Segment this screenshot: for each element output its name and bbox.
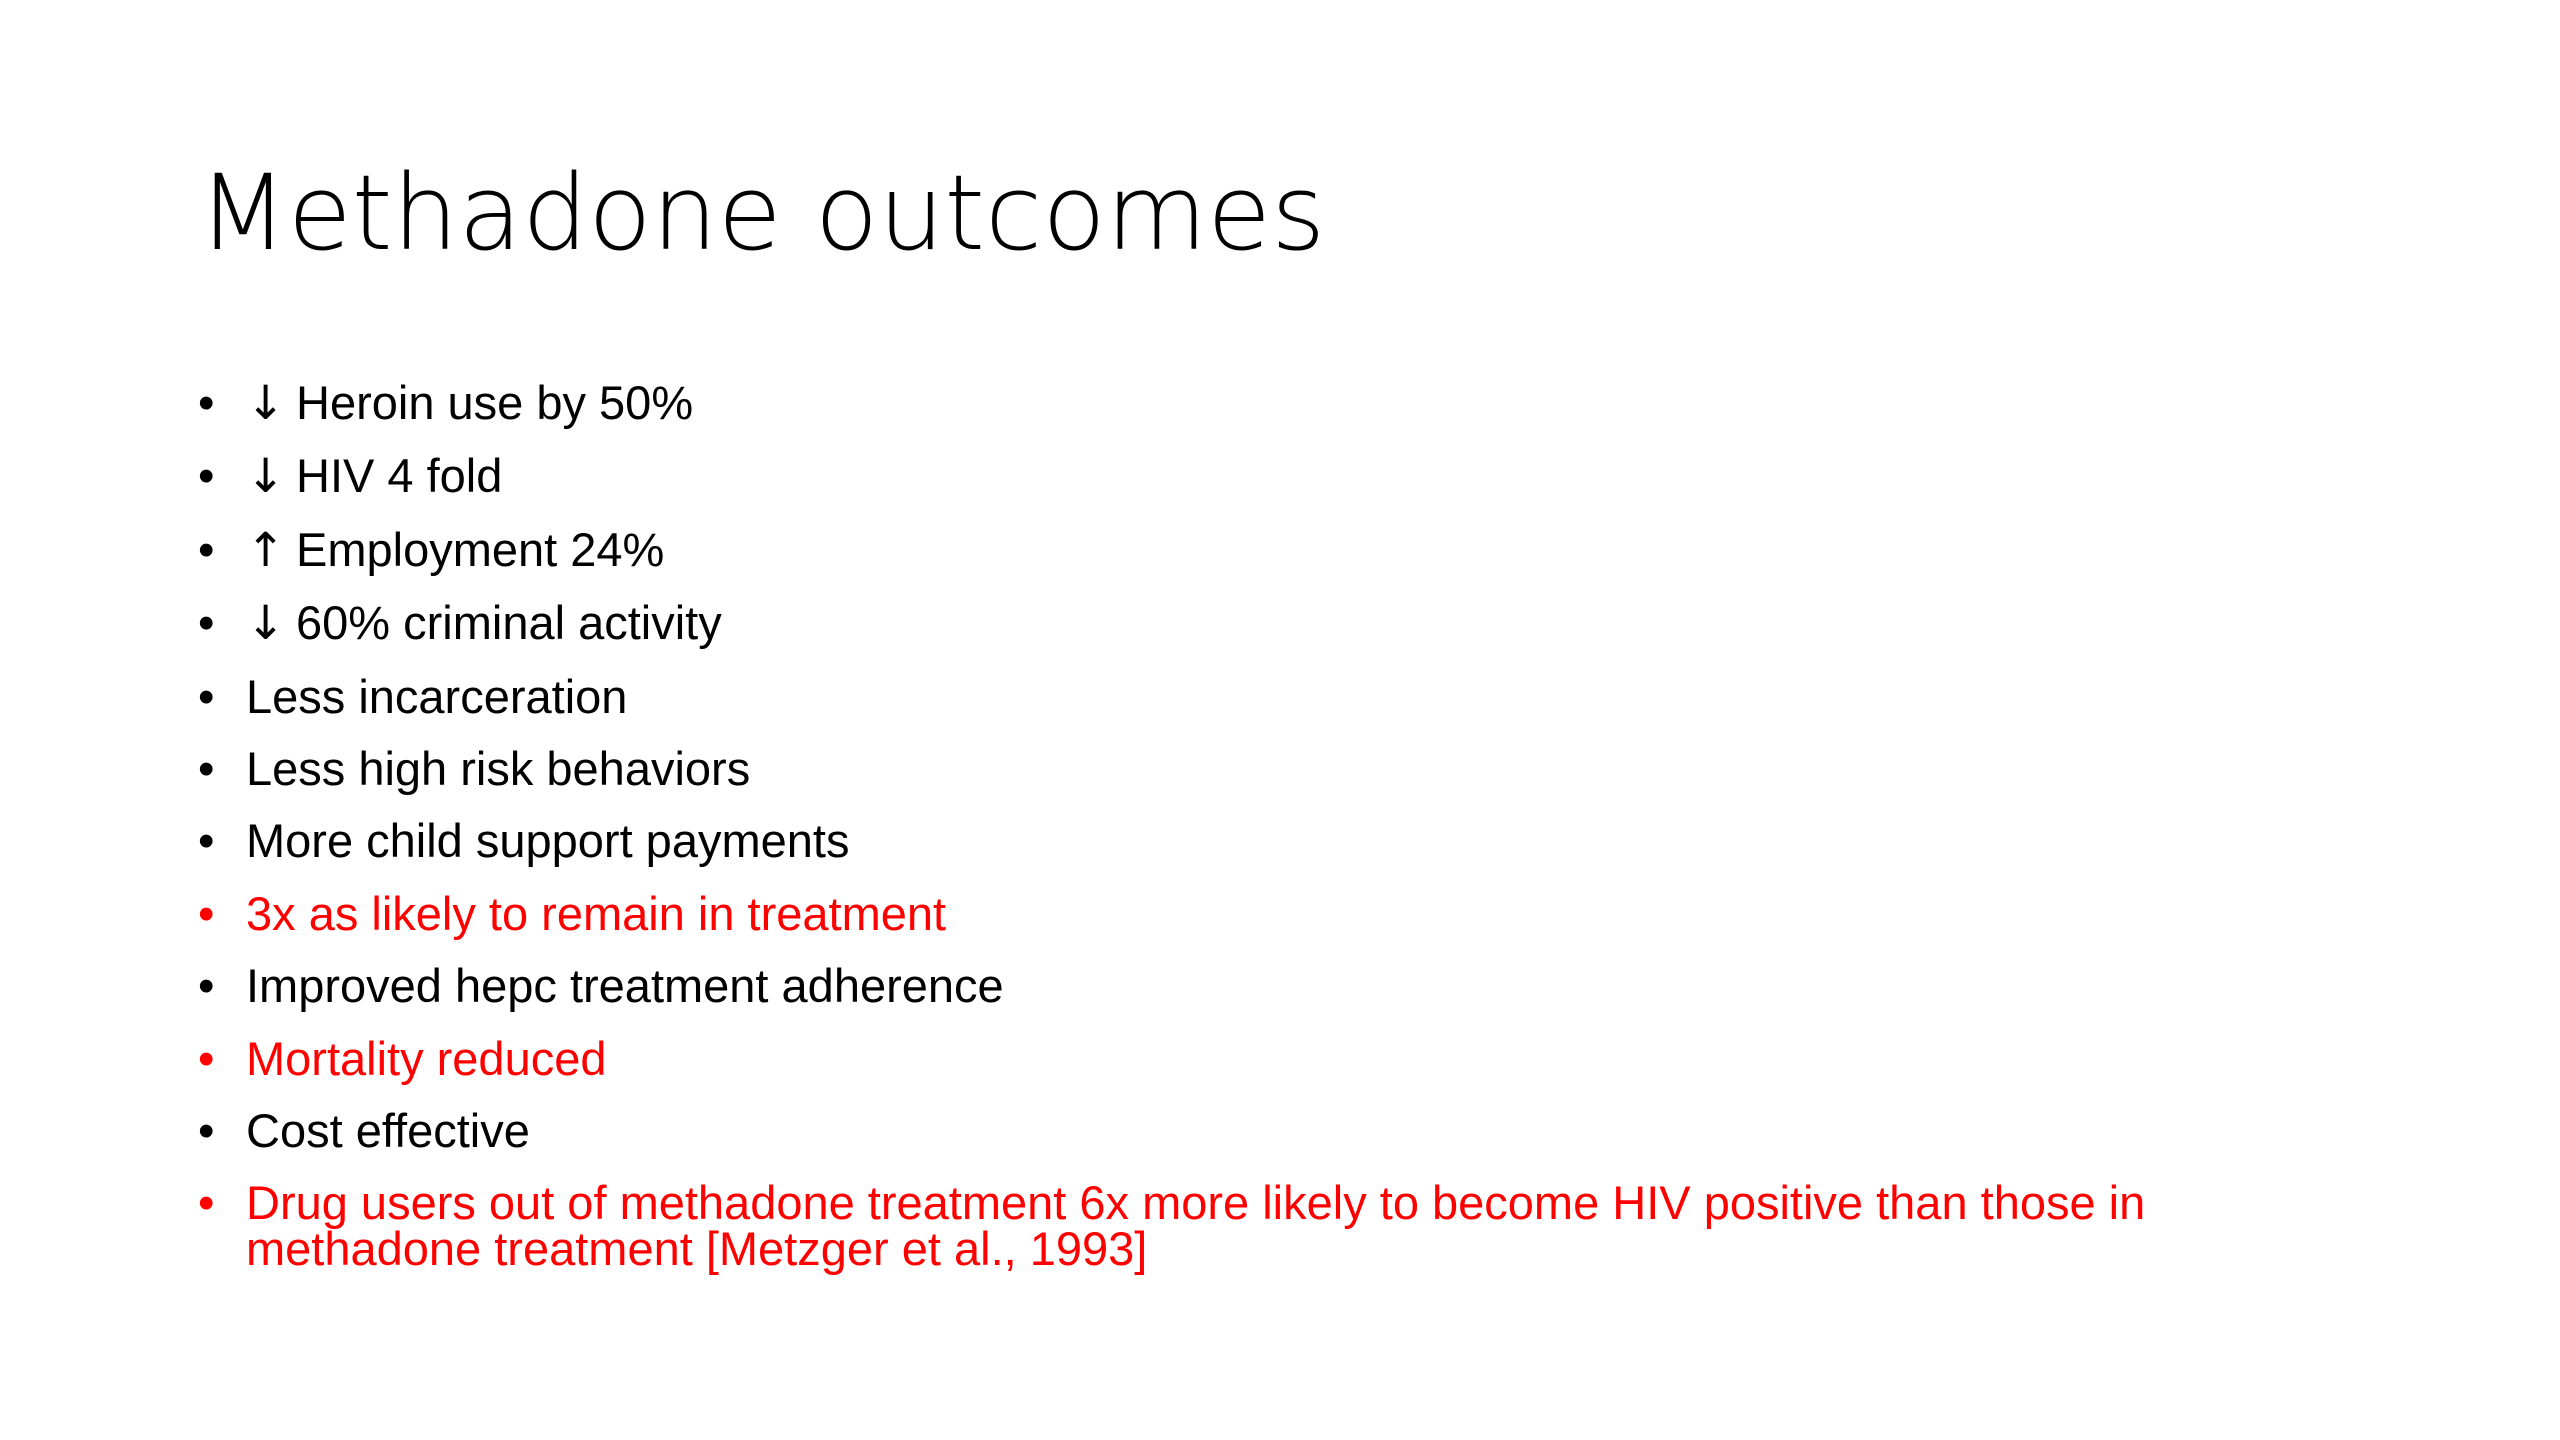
bullet-item-hepc-adherence [198, 959, 2348, 1013]
down-arrow-icon: ↓ [246, 596, 286, 652]
bullet-text: Mortality reduced [246, 1031, 607, 1085]
bullet-text: Drug users out of methadone treatment 6x more likely to become HIV positive than those in methadone treatment [Metzger et al., 1993] [246, 1176, 2146, 1276]
bullet-text: 3x as likely to remain in treatment [246, 886, 947, 940]
bullet-text: Less incarceration [246, 669, 628, 723]
bullet-dot: • [198, 1031, 215, 1085]
bullet-dot: • [198, 449, 215, 503]
bullet-text: More child support payments [246, 814, 850, 868]
down-arrow-icon: ↓ [246, 449, 286, 505]
bullet-text: Heroin use by 50% [296, 376, 694, 429]
bullet-item-retention [198, 886, 2348, 940]
bullet-item-mortality [198, 1031, 2348, 1085]
bullet-item-criminal-activity [198, 596, 2348, 652]
bullet-item-cost-effective [198, 1103, 2348, 1157]
bullet-item-incarceration [198, 669, 2348, 723]
up-arrow-icon: ↑ [246, 522, 286, 578]
bullet-dot: • [198, 1103, 215, 1157]
bullet-list [198, 376, 2348, 1299]
bullet-item-child-support [198, 814, 2348, 868]
bullet-dot: • [198, 886, 215, 940]
bullet-dot: • [198, 596, 215, 650]
bullet-item-heroin [198, 376, 2348, 431]
bullet-text: Cost effective [246, 1103, 530, 1157]
bullet-item-metzger-citation [198, 1176, 2348, 1276]
bullet-text: Improved hepc treatment adherence [246, 959, 1004, 1013]
bullet-item-hiv [198, 449, 2348, 505]
bullet-item-employment [198, 522, 2348, 578]
bullet-dot: • [198, 376, 215, 429]
bullet-text: Less high risk behaviors [246, 741, 751, 795]
bullet-dot: • [198, 741, 215, 795]
bullet-text: HIV 4 fold [296, 449, 503, 503]
bullet-dot: • [198, 814, 215, 868]
bullet-dot: • [198, 522, 215, 576]
bullet-item-risk-behaviors [198, 741, 2348, 795]
bullet-dot: • [198, 959, 215, 1013]
down-arrow-icon: ↓ [246, 376, 286, 431]
bullet-text: Employment 24% [296, 522, 665, 576]
bullet-dot: • [198, 669, 215, 723]
bullet-text: 60% criminal activity [296, 596, 722, 650]
slide-title: Methadone outcomes [198, 152, 1326, 274]
bullet-dot: • [198, 1176, 215, 1230]
